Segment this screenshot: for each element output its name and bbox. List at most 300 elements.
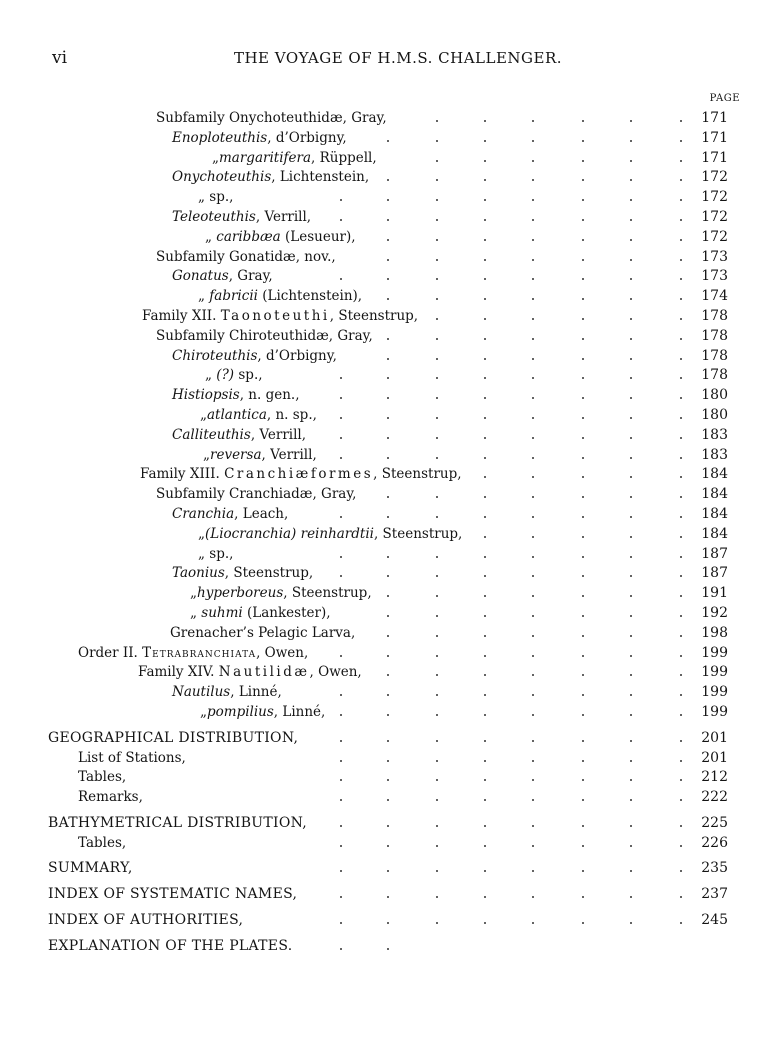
leader-dots <box>0 426 776 446</box>
leader-dot <box>630 595 632 597</box>
entry-text: , Owen, <box>309 664 362 681</box>
leader-dot <box>582 239 584 241</box>
taxon-name: Nautilus <box>172 684 231 701</box>
leader-dot <box>532 516 534 518</box>
toc-row <box>0 307 776 327</box>
toc-entry <box>172 505 288 525</box>
leader-dot <box>680 655 682 657</box>
taxon-name: Enoploteuthis <box>172 129 268 146</box>
page-ref: 191 <box>701 585 728 602</box>
leader-dot <box>340 575 342 577</box>
leader-dot <box>340 760 342 762</box>
page-ref: 178 <box>701 347 728 364</box>
leader-dot <box>630 437 632 439</box>
leader-dot <box>387 516 389 518</box>
leader-dot <box>387 779 389 781</box>
entry-text: Order II. <box>78 644 138 661</box>
leader-dots <box>0 228 776 248</box>
toc-entry <box>48 885 297 905</box>
page-ref: 173 <box>701 248 728 265</box>
toc-entry <box>78 749 186 769</box>
entry-text: Family XIV. <box>138 664 215 681</box>
leader-dot <box>340 799 342 801</box>
toc-row <box>0 267 776 287</box>
leader-dot <box>532 120 534 122</box>
toc-entry <box>172 208 311 228</box>
page-ref: 172 <box>701 169 728 186</box>
leader-dots <box>0 406 776 426</box>
page-ref: 222 <box>701 789 728 806</box>
leader-dot <box>387 760 389 762</box>
leader-dot <box>340 714 342 716</box>
toc-row <box>0 406 776 426</box>
leader-dot <box>340 219 342 221</box>
leader-dot <box>630 476 632 478</box>
entry-text: , Verrill, <box>255 208 312 225</box>
leader-dot <box>436 417 438 419</box>
leader-dot <box>436 674 438 676</box>
leader-dot <box>680 694 682 696</box>
leader-dot <box>387 338 389 340</box>
page-ref: 174 <box>701 288 728 305</box>
leader-dot <box>680 674 682 676</box>
leader-dot <box>387 556 389 558</box>
leader-dot <box>340 199 342 201</box>
entry-text: „ <box>190 585 197 602</box>
leader-dot <box>436 595 438 597</box>
leader-dot <box>436 740 438 742</box>
entry-text: INDEX OF AUTHORITIES, <box>48 912 244 929</box>
leader-dot <box>436 870 438 872</box>
toc-entry <box>142 307 418 327</box>
leader-dot <box>484 845 486 847</box>
leader-dot <box>630 760 632 762</box>
leader-dot <box>680 278 682 280</box>
leader-dot <box>582 358 584 360</box>
leader-dot <box>387 140 389 142</box>
leader-dot <box>630 516 632 518</box>
entry-text: „ <box>198 288 205 305</box>
leader-dot <box>532 556 534 558</box>
leader-dot <box>387 496 389 498</box>
page-ref: 226 <box>701 834 728 851</box>
entry-text: List of Stations, <box>78 749 186 766</box>
leader-dot <box>436 896 438 898</box>
leader-dot <box>532 655 534 657</box>
leader-dot <box>387 239 389 241</box>
entry-text: , Steenstrup, <box>329 307 419 324</box>
leader-dot <box>436 760 438 762</box>
leader-dot <box>630 338 632 340</box>
page-ref: 201 <box>701 729 728 746</box>
leader-dot <box>680 536 682 538</box>
leader-dot <box>436 259 438 261</box>
toc-row <box>0 347 776 367</box>
leader-dot <box>340 457 342 459</box>
leader-dot <box>387 358 389 360</box>
page-ref: 172 <box>701 189 728 206</box>
leader-dot <box>484 358 486 360</box>
leader-dot <box>532 896 534 898</box>
taxon-name-smallcaps: Tetrabranchiata <box>142 644 257 661</box>
leader-dot <box>532 457 534 459</box>
leader-dot <box>532 199 534 201</box>
leader-dots <box>0 109 776 129</box>
entry-text: Subfamily Onychoteuthidæ, Gray, <box>156 110 387 126</box>
leader-dot <box>680 457 682 459</box>
leader-dot <box>680 417 682 419</box>
toc-row <box>0 624 776 644</box>
toc-row <box>0 768 776 788</box>
leader-dots <box>0 505 776 525</box>
toc-row <box>0 485 776 505</box>
leader-dot <box>436 120 438 122</box>
toc-entry <box>200 703 325 723</box>
leader-dot <box>340 556 342 558</box>
entry-text: „ <box>205 367 212 384</box>
entry-text: Subfamily Gonatidæ, nov., <box>156 248 336 265</box>
leader-dot <box>387 845 389 847</box>
taxon-name: fabricii <box>209 288 258 305</box>
leader-dot <box>630 714 632 716</box>
leader-dot <box>387 457 389 459</box>
leader-dot <box>582 714 584 716</box>
entry-text: , Gray, <box>228 268 273 285</box>
toc-row <box>0 604 776 624</box>
leader-dot <box>387 259 389 261</box>
leader-dot <box>582 516 584 518</box>
toc-entry <box>78 788 143 808</box>
leader-dot <box>484 825 486 827</box>
leader-dot <box>484 476 486 478</box>
leader-dot <box>387 397 389 399</box>
leader-dot <box>532 595 534 597</box>
toc-entry <box>170 624 355 644</box>
entry-text: , Lichtenstein, <box>271 169 370 186</box>
leader-dot <box>532 536 534 538</box>
leader-dot <box>680 595 682 597</box>
leader-dot <box>436 338 438 340</box>
toc-row <box>0 703 776 723</box>
taxon-name: margaritifera <box>219 149 311 166</box>
toc-row <box>0 129 776 149</box>
leader-dot <box>387 377 389 379</box>
leader-dot <box>387 635 389 637</box>
leader-dot <box>436 825 438 827</box>
leader-dot <box>484 615 486 617</box>
leader-dot <box>630 278 632 280</box>
leader-dot <box>387 825 389 827</box>
leader-dot <box>340 779 342 781</box>
toc-entry <box>172 683 282 703</box>
toc-entry <box>48 729 298 749</box>
leader-dot <box>582 219 584 221</box>
taxon-name-spaced: Taonoteuthi <box>220 307 330 324</box>
leader-dot <box>630 825 632 827</box>
entry-text: Family XIII. <box>140 466 220 483</box>
leader-dot <box>630 377 632 379</box>
leader-dot <box>582 760 584 762</box>
page-ref: 199 <box>701 703 728 720</box>
leader-dot <box>630 779 632 781</box>
taxon-name: pompilius <box>207 703 274 720</box>
leader-dot <box>532 160 534 162</box>
leader-dot <box>630 140 632 142</box>
leader-dot <box>582 318 584 320</box>
leader-dot <box>436 298 438 300</box>
leader-dot <box>532 417 534 419</box>
leader-dot <box>680 179 682 181</box>
leader-dot <box>484 338 486 340</box>
leader-dot <box>582 377 584 379</box>
entry-text: (Lankester), <box>242 604 331 621</box>
leader-dot <box>340 417 342 419</box>
leader-dot <box>630 160 632 162</box>
leader-dot <box>484 417 486 419</box>
leader-dot <box>582 845 584 847</box>
leader-dot <box>436 635 438 637</box>
leader-dot <box>630 318 632 320</box>
toc-entry <box>172 168 369 188</box>
leader-dot <box>340 397 342 399</box>
toc-row <box>0 446 776 466</box>
leader-dot <box>484 779 486 781</box>
leader-dot <box>387 694 389 696</box>
leader-dot <box>340 740 342 742</box>
entry-text: Grenacher’s Pelagic Larva, <box>170 624 356 641</box>
leader-dot <box>532 140 534 142</box>
leader-dot <box>484 397 486 399</box>
taxon-name: Onychoteuthis <box>172 169 272 186</box>
leader-dot <box>436 615 438 617</box>
entry-text: , Steenstrup, <box>283 585 372 602</box>
leader-dot <box>387 714 389 716</box>
leader-dot <box>532 377 534 379</box>
toc-entry <box>212 149 377 169</box>
leader-dot <box>582 694 584 696</box>
leader-dot <box>532 714 534 716</box>
leader-dots <box>0 446 776 466</box>
leader-dot <box>630 457 632 459</box>
leader-dot <box>630 575 632 577</box>
toc-row <box>0 109 776 129</box>
leader-dots <box>0 208 776 228</box>
leader-dots <box>0 703 776 723</box>
page-ref: 187 <box>701 545 728 562</box>
entry-text: Remarks, <box>78 789 143 806</box>
toc-entry <box>198 525 462 545</box>
leader-dot <box>340 516 342 518</box>
taxon-name-spaced: Nautilidæ <box>218 664 310 681</box>
entry-text: sp., <box>209 545 234 562</box>
entry-text: , Rüppell, <box>311 149 377 166</box>
leader-dot <box>680 437 682 439</box>
leader-dot <box>582 674 584 676</box>
page-ref: 199 <box>701 644 728 661</box>
leader-dot <box>630 120 632 122</box>
toc-entry <box>78 768 126 788</box>
leader-dot <box>387 870 389 872</box>
leader-dot <box>630 615 632 617</box>
leader-dot <box>484 799 486 801</box>
entry-text: Tables, <box>78 834 127 851</box>
toc-entry <box>138 663 362 683</box>
leader-dot <box>484 377 486 379</box>
leader-dot <box>484 199 486 201</box>
leader-dot <box>532 575 534 577</box>
leader-dots <box>0 168 776 188</box>
leader-dot <box>484 239 486 241</box>
toc-row <box>0 188 776 208</box>
leader-dot <box>436 457 438 459</box>
leader-dot <box>436 377 438 379</box>
leader-dot <box>532 219 534 221</box>
page-ref: 172 <box>701 228 728 245</box>
toc-row <box>0 545 776 565</box>
leader-dot <box>436 575 438 577</box>
leader-dot <box>680 635 682 637</box>
leader-dot <box>532 496 534 498</box>
leader-dot <box>484 556 486 558</box>
leader-dot <box>582 417 584 419</box>
entry-text: Subfamily Cranchiadæ, Gray, <box>156 486 357 503</box>
page-ref: 212 <box>701 769 728 786</box>
page-ref: 171 <box>701 149 728 166</box>
leader-dot <box>484 635 486 637</box>
leader-dot <box>680 298 682 300</box>
leader-dot <box>484 160 486 162</box>
toc-entry <box>48 859 133 879</box>
taxon-name: caribbæa <box>216 228 281 245</box>
leader-dot <box>387 575 389 577</box>
leader-dot <box>582 140 584 142</box>
leader-dot <box>387 655 389 657</box>
toc-row <box>0 885 776 905</box>
entry-text: , Leach, <box>234 505 289 522</box>
leader-dot <box>680 496 682 498</box>
leader-dot <box>630 417 632 419</box>
toc-entry <box>172 347 337 367</box>
leader-dot <box>532 259 534 261</box>
leader-dots <box>0 188 776 208</box>
toc-entry <box>48 937 292 957</box>
toc-row <box>0 465 776 485</box>
page-number: vi <box>52 48 68 68</box>
page-column-label: PAGE <box>709 93 740 104</box>
taxon-name: (?) <box>216 367 235 384</box>
leader-dot <box>484 674 486 676</box>
leader-dot <box>532 635 534 637</box>
leader-dot <box>680 779 682 781</box>
leader-dot <box>340 922 342 924</box>
toc-row <box>0 327 776 347</box>
entry-text: , Linné, <box>230 684 282 701</box>
leader-dot <box>387 199 389 201</box>
leader-dot <box>680 318 682 320</box>
entry-text: INDEX OF SYSTEMATIC NAMES, <box>48 886 298 903</box>
leader-dot <box>436 358 438 360</box>
toc-entry <box>190 604 331 624</box>
toc-entry <box>156 327 373 347</box>
taxon-name: Gonatus <box>172 268 229 285</box>
leader-dot <box>387 948 389 950</box>
page-ref: 180 <box>701 406 728 423</box>
toc-row <box>0 937 776 957</box>
leader-dot <box>680 219 682 221</box>
leader-dot <box>582 298 584 300</box>
leader-dot <box>484 896 486 898</box>
page-ref: 187 <box>701 565 728 582</box>
entry-text: sp., <box>209 189 234 206</box>
leader-dot <box>680 397 682 399</box>
leader-dot <box>484 714 486 716</box>
toc-entry <box>190 584 372 604</box>
toc-entry <box>198 287 362 307</box>
entry-text: , Steenstrup, <box>373 466 462 483</box>
toc-row <box>0 729 776 749</box>
leader-dots <box>0 485 776 505</box>
leader-dot <box>484 655 486 657</box>
entry-text: Subfamily Chiroteuthidæ, Gray, <box>156 327 373 344</box>
page-ref: 237 <box>701 886 728 903</box>
leader-dot <box>532 779 534 781</box>
leader-dot <box>484 219 486 221</box>
leader-dot <box>680 845 682 847</box>
page-ref: 199 <box>701 684 728 701</box>
leader-dot <box>484 457 486 459</box>
leader-dot <box>582 922 584 924</box>
leader-dot <box>532 799 534 801</box>
leader-dot <box>582 457 584 459</box>
toc-entry <box>172 129 347 149</box>
entry-text: „ <box>212 149 219 166</box>
leader-dot <box>630 239 632 241</box>
toc-row <box>0 814 776 834</box>
leader-dot <box>484 922 486 924</box>
leader-dot <box>630 179 632 181</box>
page-ref: 192 <box>701 604 728 621</box>
leader-dot <box>630 799 632 801</box>
leader-dots <box>0 129 776 149</box>
leader-dots <box>0 545 776 565</box>
leader-dot <box>532 278 534 280</box>
leader-dot <box>532 922 534 924</box>
entry-text: , Linné, <box>273 703 326 720</box>
leader-dot <box>680 140 682 142</box>
leader-dot <box>630 740 632 742</box>
leader-dot <box>532 740 534 742</box>
leader-dot <box>680 199 682 201</box>
leader-dot <box>436 655 438 657</box>
leader-dot <box>680 160 682 162</box>
page-ref: 180 <box>701 387 728 404</box>
entry-text: Family XII. <box>142 307 217 324</box>
leader-dot <box>582 397 584 399</box>
leader-dot <box>387 219 389 221</box>
taxon-name-spaced: Cranchiæformes <box>224 466 374 483</box>
entry-text: „ <box>190 604 197 621</box>
toc-entry <box>205 228 356 248</box>
entry-text: , Steenstrup, <box>224 565 314 582</box>
leader-dot <box>680 870 682 872</box>
taxon-name: hyperboreus <box>197 585 284 602</box>
toc-row <box>0 859 776 879</box>
toc-row <box>0 663 776 683</box>
toc-row <box>0 564 776 584</box>
page-ref: 178 <box>701 367 728 384</box>
entry-text: EXPLANATION OF THE PLATES. <box>48 937 293 954</box>
leader-dot <box>680 896 682 898</box>
